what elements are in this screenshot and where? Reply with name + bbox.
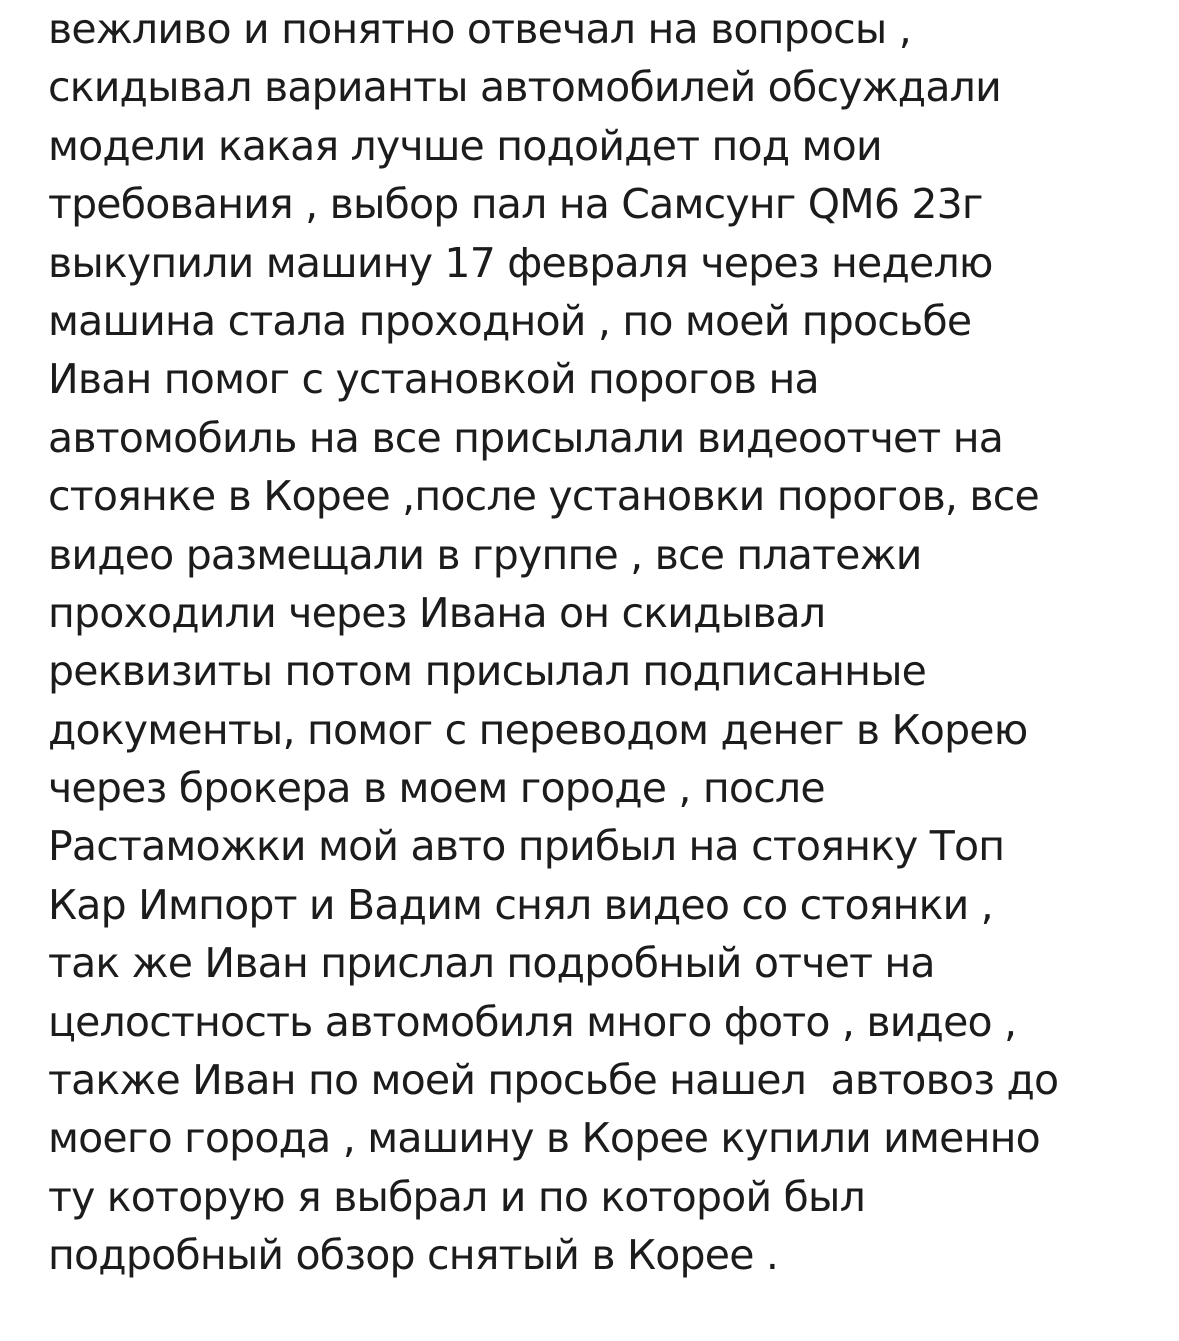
- review-text-line: скидывал варианты автомобилей обсуждали: [48, 63, 1001, 112]
- review-text-line: машина стала проходной , по моей просьбе: [48, 296, 972, 345]
- review-text-line: реквизиты потом присылал подписанные: [48, 647, 927, 696]
- review-text-line: видео размещали в группе , все платежи: [48, 530, 922, 579]
- review-text-line: автомобиль на все присылали видеоотчет на: [48, 413, 1004, 462]
- review-text-line: также Иван по моей просьбе нашел автовоз до: [48, 1056, 1059, 1105]
- review-text-line: подробный обзор снятый в Корее .: [48, 1231, 779, 1280]
- review-text-line: ту которую я выбрал и по которой был: [48, 1172, 866, 1221]
- review-text-line: Растаможки мой авто прибыл на стоянку Топ: [48, 822, 1005, 871]
- review-text-line: так же Иван прислал подробный отчет на: [48, 939, 935, 988]
- review-text-line: Иван помог с установкой порогов на: [48, 355, 819, 404]
- review-text-line: моего города , машину в Корее купили именно: [48, 1114, 1040, 1163]
- review-text-body: [48, 0, 1158, 1285]
- review-text-line: выкупили машину 17 февраля через неделю: [48, 238, 993, 287]
- review-text-line: модели какая лучше подойдет под мои: [48, 121, 882, 170]
- review-text-line: требования , выбор пал на Самсунг QM6 23г: [48, 180, 983, 229]
- review-text-line: Кар Импорт и Вадим снял видео со стоянки ,: [48, 880, 993, 929]
- review-text-line: через брокера в моем городе , после: [48, 764, 825, 813]
- review-text-line: проходили через Ивана он скидывал: [48, 588, 826, 637]
- review-text-line: целостность автомобиля много фото , видео ,: [48, 997, 1017, 1046]
- review-text-line: документы, помог с переводом денег в Корею: [48, 705, 1028, 754]
- review-text-line: вежливо и понятно отвечал на вопросы ,: [48, 5, 911, 53]
- review-text-line: стоянке в Корее ,после установки порогов, все: [48, 472, 1039, 521]
